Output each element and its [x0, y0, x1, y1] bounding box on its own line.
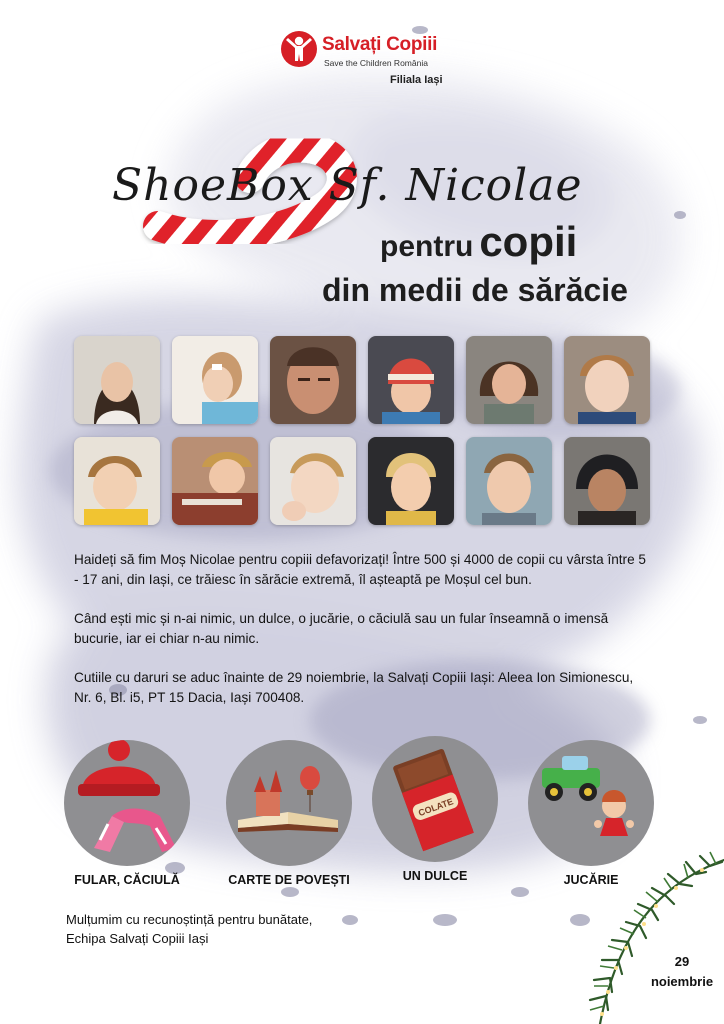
- child-photo: [172, 336, 258, 424]
- item-circle: [372, 736, 498, 862]
- title-line2: [380, 218, 640, 266]
- item-label: CARTE DE POVEȘTI: [228, 873, 350, 887]
- item-circle: [226, 740, 352, 866]
- title-script: ShoeBox Sf. Nicolae: [112, 160, 583, 211]
- child-photo: [74, 336, 160, 424]
- item-sweet: [370, 736, 500, 883]
- child-photo: [172, 437, 258, 525]
- salvati-copiii-logo: [280, 30, 450, 92]
- item-label: UN DULCE: [402, 869, 468, 883]
- toys-icon: [528, 740, 654, 866]
- child-photo: [270, 437, 356, 525]
- paragraph-intro: Haideți să fim Moș Nicolae pentru copiii defavorizați! Între 500 și 4000 de copii cu vârsta între 5 - 17 ani, din Iași, ce trăiesc în sărăcie extremă, îl așteaptă pe Moșul cel bun.: [74, 552, 646, 587]
- logo-subtitle: Save the Children România: [324, 58, 428, 68]
- description-text: [74, 550, 654, 727]
- paragraph-address: Cutiile cu daruri se aduc înainte de 29 noiembrie, la Salvați Copiii Iași: Aleea Ion Simionescu, Nr. 6, Bl. i5, PT 15 Dacia, Iași 700408.: [74, 670, 634, 705]
- pine-garland-icon: [560, 850, 724, 1024]
- title-copii: copii: [479, 218, 578, 265]
- item-storybook: [224, 740, 354, 887]
- storybook-icon: [226, 740, 352, 866]
- item-label: JUCĂRIE: [563, 873, 619, 887]
- logo-name: Salvați Copiii: [322, 34, 438, 55]
- paragraph-need: Când ești mic și n-ai nimic, un dulce, o jucărie, o căciulă sau un fular înseamnă o imensă bucurie, iar ei chiar n-au nimic.: [74, 611, 609, 646]
- child-photo: [564, 336, 650, 424]
- child-photo: [368, 336, 454, 424]
- child-photo: [564, 437, 650, 525]
- item-label: FULAR, CĂCIULĂ: [74, 873, 180, 887]
- date-day: 29: [674, 954, 690, 969]
- item-hat-scarf: [62, 740, 192, 887]
- item-circle: [528, 740, 654, 866]
- child-logo-icon: [280, 30, 318, 68]
- child-photo: [270, 336, 356, 424]
- child-photo: [466, 336, 552, 424]
- hat-scarf-icon: [64, 740, 190, 866]
- child-photo: [466, 437, 552, 525]
- thanks-note: [66, 910, 386, 948]
- item-circle: [64, 740, 190, 866]
- title-line3: din medii de sărăcie: [322, 272, 628, 308]
- deadline-date: [650, 952, 714, 992]
- title-pentru: pentru: [380, 230, 474, 263]
- date-month: noiembrie: [650, 974, 714, 989]
- chocolate-label: COLATE: [417, 796, 455, 819]
- thanks-line1: Mulțumim cu recunoștință pentru bunătate,: [66, 912, 313, 927]
- children-photo-grid: [74, 336, 654, 526]
- logo-branch: Filiala Iași: [390, 74, 443, 86]
- chocolate-icon: [372, 736, 498, 862]
- child-photo: [368, 437, 454, 525]
- thanks-line2: Echipa Salvați Copiii Iași: [66, 931, 209, 946]
- child-photo: [74, 437, 160, 525]
